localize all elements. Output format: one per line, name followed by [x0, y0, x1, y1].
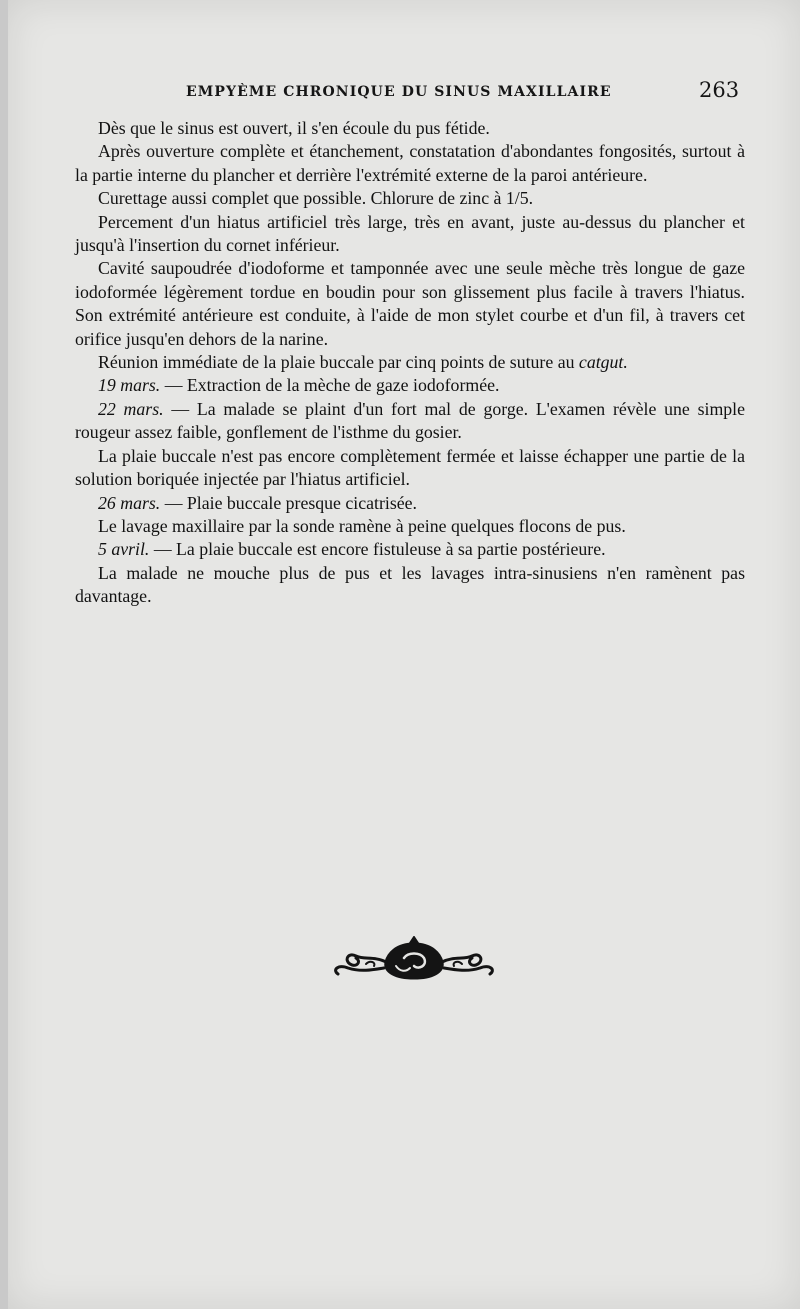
entry-date: 22 mars. — [98, 398, 164, 419]
paragraph-text: Curettage aussi complet que possible. Chlorure de zinc à 1/5. — [98, 188, 534, 209]
paragraph — [75, 257, 745, 351]
paragraph-text: — La malade se plaint d'un fort mal de gorge. L'examen révèle une simple rougeur assez faible, gonflement de l'isthme du gosier. — [75, 398, 746, 443]
paragraph-text: Dès que le sinus est ouvert, il s'en écoule du pus fétide. — [98, 118, 490, 138]
paragraph — [75, 187, 745, 210]
entry-date: 5 avril. — [98, 539, 150, 560]
running-head: EMPYÈME CHRONIQUE DU SINUS MAXILLAIRE — [186, 84, 612, 100]
paragraph-text: Réunion immédiate de la plaie buccale par cinq points de suture au — [98, 352, 579, 373]
page-number: 263 — [699, 78, 740, 102]
paragraph-text: Cavité saupoudrée d'iodoforme et tamponnée avec une seule mèche très longue de gaze iodoformée légèrement tordue en boudin pour son glissement plus facile à travers l'hiatus. Son extrémité antérieure est conduite, à l'aide de mon stylet courbe et d'un fil, à travers cet orifice jusqu'en dehors de la narine. — [75, 258, 745, 349]
paragraph-text: — Extraction de la mèche de gaze iodoformée. — [160, 375, 500, 396]
paragraph — [75, 562, 745, 609]
paragraph — [75, 140, 745, 187]
body-text — [75, 117, 745, 609]
paragraph-text: La malade ne mouche plus de pus et les lavages intra-sinusiens n'en ramènent pas davantage. — [75, 562, 745, 607]
paragraph-text: — Plaie buccale presque cicatrisée. — [160, 492, 417, 513]
paragraph — [75, 351, 745, 374]
dated-entry — [75, 374, 745, 397]
paragraph — [75, 445, 745, 492]
paragraph-text: La plaie buccale n'est pas encore complètement fermée et laisse échapper une partie de la solution boriquée injectée par l'hiatus artificiel. — [75, 445, 745, 490]
paragraph — [75, 117, 745, 140]
page-header — [8, 78, 800, 108]
paragraph — [75, 515, 745, 538]
paragraph-text: — La plaie buccale est encore fistuleuse à sa partie postérieure. — [149, 539, 606, 560]
dated-entry — [75, 492, 745, 515]
paragraph-text: Percement d'un hiatus artificiel très large, très en avant, juste au-dessus du plancher et jusqu'à l'insertion du cornet inférieur. — [75, 211, 745, 256]
dated-entry — [75, 538, 745, 561]
decorative-tailpiece-icon — [326, 936, 502, 982]
paragraph-text: Après ouverture complète et étanchement, constatation d'abondantes fongosités, surtout à la partie interne du plancher et derrière l'extrémité externe de la paroi antérieure. — [75, 141, 745, 185]
entry-date: 26 mars. — [98, 492, 161, 513]
entry-date: 19 mars. — [98, 375, 161, 396]
paragraph-text: Le lavage maxillaire par la sonde ramène à peine quelques flocons de pus. — [98, 515, 626, 536]
italic-word: catgut. — [578, 352, 628, 373]
dated-entry — [75, 398, 745, 445]
paragraph — [75, 211, 745, 258]
book-page — [8, 0, 800, 1309]
